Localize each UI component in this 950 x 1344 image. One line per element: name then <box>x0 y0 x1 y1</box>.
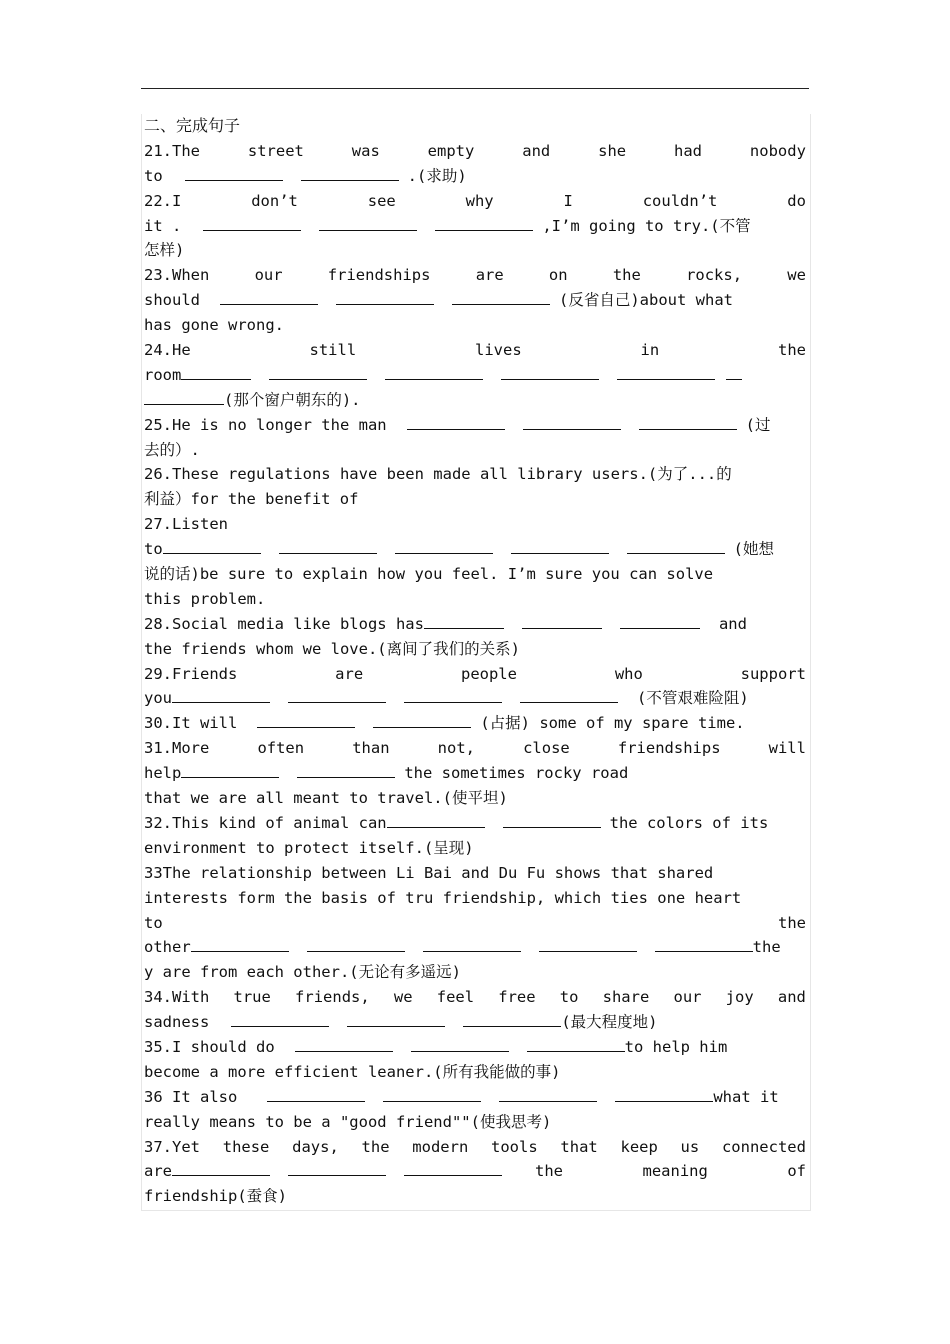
answer-blank[interactable] <box>452 289 550 305</box>
q22-line-1: 22.I don’t see why I couldn’t do <box>144 191 806 210</box>
q28-line-1: 28.Social media like blogs has and <box>144 614 747 633</box>
answer-blank[interactable] <box>181 364 251 380</box>
answer-blank[interactable] <box>639 414 737 430</box>
answer-blank[interactable] <box>404 1160 502 1176</box>
q35-line-2: become a more efficient leaner.(所有我能做的事) <box>144 1062 561 1081</box>
q28-line-2: the friends whom we love.(离间了我们的关系) <box>144 639 520 658</box>
exercise-content <box>144 114 806 1209</box>
q23-line-1: 23.When our friendships are on the rocks, we <box>144 266 806 285</box>
q32-line-2: environment to protect itself.(呈现) <box>144 838 474 857</box>
answer-blank[interactable] <box>539 936 637 952</box>
answer-blank[interactable] <box>383 1086 481 1102</box>
answer-blank[interactable] <box>620 613 700 629</box>
q30-line-1: 30.It will (占据) some of my spare time. <box>144 714 745 733</box>
answer-blank[interactable] <box>499 1086 597 1102</box>
answer-blank[interactable] <box>523 414 621 430</box>
q37-line-3: friendship(蚕食) <box>144 1187 287 1206</box>
answer-blank[interactable] <box>231 1011 329 1027</box>
answer-blank[interactable] <box>522 613 602 629</box>
answer-blank[interactable] <box>295 1036 393 1052</box>
q32-line-1: 32.This kind of animal can the colors of its <box>144 813 769 832</box>
answer-blank[interactable] <box>527 1036 625 1052</box>
answer-blank[interactable] <box>307 936 405 952</box>
answer-blank[interactable] <box>257 712 355 728</box>
q24-line-1: 24.He still lives in the <box>144 341 806 360</box>
answer-blank[interactable] <box>191 936 289 952</box>
answer-blank[interactable] <box>511 538 609 554</box>
answer-blank[interactable] <box>144 389 224 405</box>
answer-blank[interactable] <box>203 215 301 231</box>
q37-line-1: 37.Yet these days, the modern tools that keep us connected <box>144 1137 806 1156</box>
q21-line-2: to .(求助) <box>144 166 467 185</box>
answer-blank[interactable] <box>395 538 493 554</box>
section-title: 二、完成句子 <box>144 116 241 135</box>
answer-blank[interactable] <box>655 936 753 952</box>
answer-blank[interactable] <box>501 364 599 380</box>
q27-line-2: to (她想 <box>144 540 775 559</box>
q33-line-5: y are from each other.(无论有多遥远) <box>144 963 461 982</box>
q24-line-2: room <box>144 363 806 388</box>
answer-blank[interactable] <box>411 1036 509 1052</box>
q27-line-3: 说的话)be sure to explain how you feel. I’m sure you can solve <box>144 565 714 584</box>
q33-line-2: interests form the basis of tru friendship, which ties one heart <box>144 888 742 907</box>
answer-blank[interactable] <box>615 1086 713 1102</box>
q33-line-3: to the <box>144 913 806 932</box>
answer-blank[interactable] <box>387 812 485 828</box>
q29-line-1: 29.Friends are people who support <box>144 664 806 683</box>
q22-line-2: it . ,I’m going to try.(不管 <box>144 216 751 235</box>
answer-blank[interactable] <box>269 364 367 380</box>
q23-line-2: should (反省自己)about what <box>144 291 733 310</box>
q37-line-2: are the meaning of <box>144 1162 806 1181</box>
answer-blank[interactable] <box>319 215 417 231</box>
answer-blank[interactable] <box>181 762 279 778</box>
answer-blank[interactable] <box>424 613 504 629</box>
q33-line-4: other the <box>144 938 781 957</box>
answer-blank[interactable] <box>435 215 533 231</box>
q31-line-1: 31.More often than not, close friendships will <box>144 739 806 758</box>
answer-blank[interactable] <box>336 289 434 305</box>
answer-blank[interactable] <box>163 538 261 554</box>
q25-line-2: 去的）. <box>144 440 200 459</box>
answer-blank[interactable] <box>185 165 283 181</box>
q25-line-1: 25.He is no longer the man (过 <box>144 415 771 434</box>
q29-line-2: you (不管艰难险阻) <box>144 689 749 708</box>
q24-line-3: (那个窗户朝东的). <box>144 388 806 413</box>
answer-blank[interactable] <box>627 538 725 554</box>
answer-blank[interactable] <box>279 538 377 554</box>
q21-line-1: 21.The street was empty and she had nobody <box>144 141 806 160</box>
answer-blank[interactable] <box>220 289 318 305</box>
q34-line-1: 34.With true friends, we feel free to share our joy and <box>144 988 806 1007</box>
q23-line-3: has gone wrong. <box>144 316 284 335</box>
answer-blank[interactable] <box>726 364 742 380</box>
q36-line-2: really means to be a "good friend""(使我思考) <box>144 1112 552 1131</box>
answer-blank[interactable] <box>520 687 618 703</box>
answer-blank[interactable] <box>407 414 505 430</box>
answer-blank[interactable] <box>617 364 715 380</box>
q35-line-1: 35.I should do to help him <box>144 1037 728 1056</box>
q22-line-3: 怎样) <box>144 241 185 260</box>
answer-blank[interactable] <box>288 1160 386 1176</box>
answer-blank[interactable] <box>463 1011 561 1027</box>
q26-line-2: 利益）for the benefit of <box>144 490 359 509</box>
q31-line-2: help the sometimes rocky road <box>144 764 629 783</box>
header-rule <box>141 88 809 89</box>
answer-blank[interactable] <box>172 687 270 703</box>
q34-line-2: sadness (最大程度地) <box>144 1013 658 1032</box>
q36-line-1: 36 It also what it <box>144 1087 779 1106</box>
q27-line-4: this problem. <box>144 589 266 608</box>
answer-blank[interactable] <box>288 687 386 703</box>
answer-blank[interactable] <box>404 687 502 703</box>
q26-line-1: 26.These regulations have been made all library users.(为了...的 <box>144 465 732 484</box>
q27-line-1: 27.Listen <box>144 515 228 534</box>
answer-blank[interactable] <box>297 762 395 778</box>
q31-line-3: that we are all meant to travel.(使平坦) <box>144 789 508 808</box>
answer-blank[interactable] <box>267 1086 365 1102</box>
answer-blank[interactable] <box>301 165 399 181</box>
answer-blank[interactable] <box>373 712 471 728</box>
answer-blank[interactable] <box>503 812 601 828</box>
answer-blank[interactable] <box>347 1011 445 1027</box>
answer-blank[interactable] <box>423 936 521 952</box>
answer-blank[interactable] <box>172 1160 270 1176</box>
answer-blank[interactable] <box>385 364 483 380</box>
q33-line-1: 33The relationship between Li Bai and Du Fu shows that shared <box>144 863 714 882</box>
